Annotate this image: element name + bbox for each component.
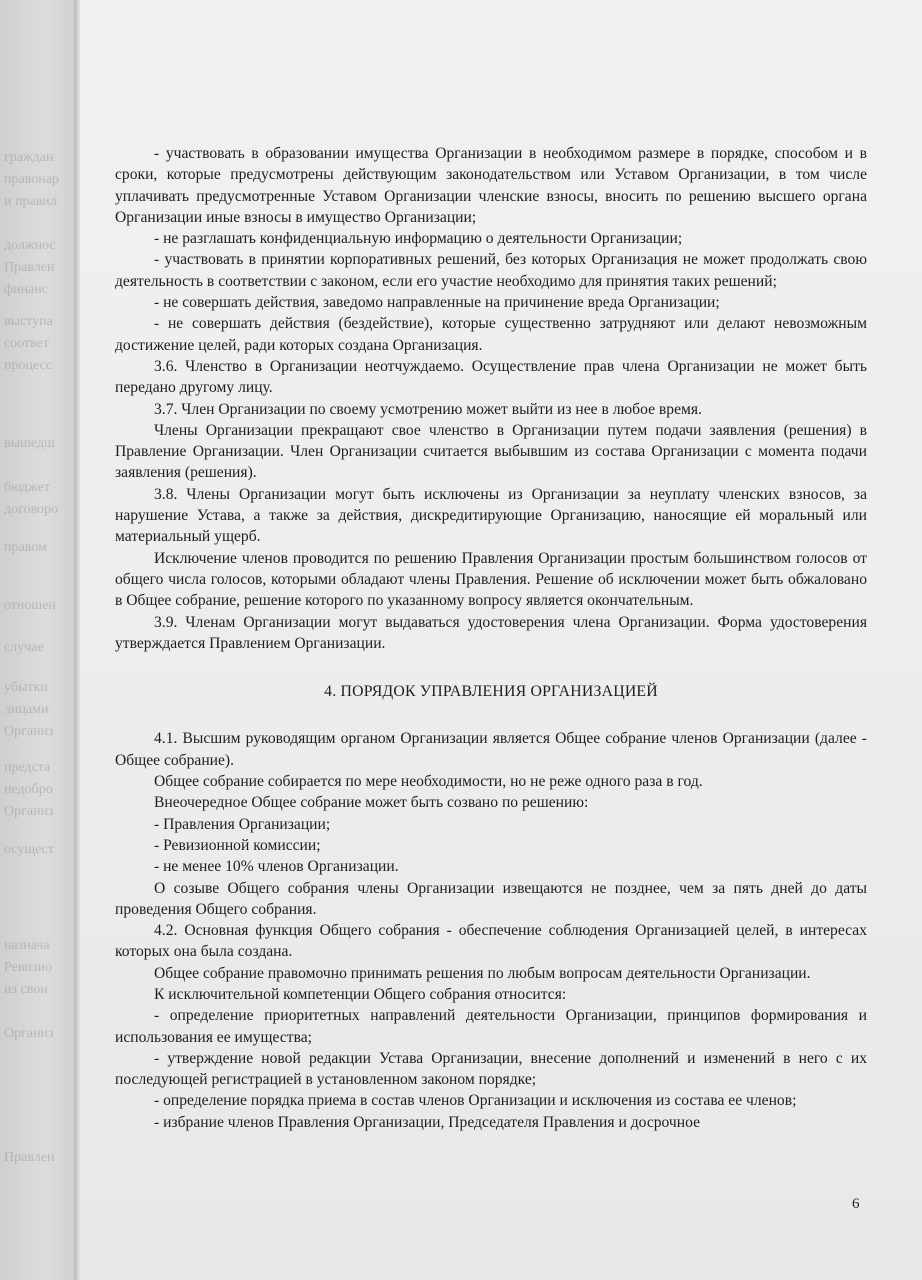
body-paragraph: Члены Организации прекращают свое членство в Организации путем подачи заявления (решения) в Правление Организации. Член Организации считается выбывшим из состава Организации с момента подачи заявления (решения). [115,421,867,482]
document-body [115,143,867,1133]
body-paragraph: 4.1. Высшим руководящим органом Организации является Общее собрание членов Организации (далее - Общее собрание). [115,730,867,769]
body-paragraph: Исключение членов проводится по решению Правления Организации простым большинством голосов от общего числа голосов, которыми обладают члены Правления. Решение об исключении может быть обжаловано в Общее собрание, решение которого по указанному вопросу является окончательным. [115,549,867,610]
body-paragraph: 3.7. Член Организации по своему усмотрению может выйти из нее в любое время. [154,400,702,418]
body-paragraph: - Правления Организации; [154,815,331,833]
body-paragraph: - определение приоритетных направлений деятельности Организации, принципов формирования и использования ее имущества; [115,1007,867,1046]
body-paragraph: Общее собрание собирается по мере необходимости, но не реже одного раза в год. [154,773,703,791]
body-paragraph: 3.8. Члены Организации могут быть исключены из Организации за неуплату членских взносов, за нарушение Устава, а также за действия, дискредитирующие Организацию, наносящие ей моральный или материальный ущерб. [115,485,867,546]
body-paragraph: К исключительной компетенции Общего собрания относится: [154,985,567,1003]
body-paragraph: Общее собрание правомочно принимать решения по любым вопросам деятельности Организации. [154,964,811,982]
body-paragraph: - Ревизионной комиссии; [154,836,321,854]
body-paragraph: - утверждение новой редакции Устава Организации, внесение дополнений и изменений в него с их последующей регистрацией в установленном законом порядке; [115,1049,867,1089]
page-number: 6 [852,1196,860,1212]
body-paragraph: - участвовать в образовании имущества Организации в необходимом размере в порядке, способом и в сроки, которые предусмотрены действующим законодательством или Уставом Организации, в том числе уплачивать предусмотренные Уставом Организации членские взносы, вносить по решению высшего органа Организации иные взносы в имущество Организации; [115,145,867,226]
body-paragraph: - избрание членов Правления Организации, Председателя Правления и досрочное [154,1113,701,1131]
body-paragraph: - не менее 10% членов Организации. [154,858,399,876]
body-paragraph: 3.6. Членство в Организации неотчуждаемо. Осуществление прав члена Организации не может быть передано другому лицу. [115,357,867,397]
body-paragraph: - определение порядка приема в состав членов Организации и исключения из состава ее членов; [154,1092,797,1110]
body-paragraph: О созыве Общего собрания члены Организации извещаются не позднее, чем за пять дней до даты проведения Общего собрания. [115,879,867,918]
body-paragraph: 3.9. Членам Организации могут выдаваться удостоверения члена Организации. Форма удостоверения утверждается Правлением Организации. [115,613,867,652]
body-paragraph: - участвовать в принятии корпоративных решений, без которых Организация не может продолжать свою деятельность в соответствии с законом, если его участие необходимо для принятия таких решений; [115,251,867,290]
section-heading: 4. ПОРЯДОК УПРАВЛЕНИЯ ОРГАНИЗАЦИЕЙ [324,683,658,701]
adjacent-page-edge: граждан правонар и правил должнос Правлен финанс выступа соответ процесс вышедш бюджет договоро правом отношен случае убытки лицами Организ предста недобро Организ осущест назнача Ревизио из свои Организ Правлен [0,0,74,1280]
body-paragraph: - не совершать действия (бездействие), которые существенно затрудняют или делают невозможным достижение целей, ради которых создана Организация. [115,315,867,354]
body-paragraph: - не разглашать конфиденциальную информацию о деятельности Организации; [154,230,683,248]
body-paragraph: Внеочередное Общее собрание может быть созвано по решению: [154,794,589,812]
body-paragraph: - не совершать действия, заведомо направленные на причинение вреда Организации; [154,294,720,312]
body-paragraph: 4.2. Основная функция Общего собрания - обеспечение соблюдения Организацией целей, в интересах которых она была создана. [115,922,867,961]
